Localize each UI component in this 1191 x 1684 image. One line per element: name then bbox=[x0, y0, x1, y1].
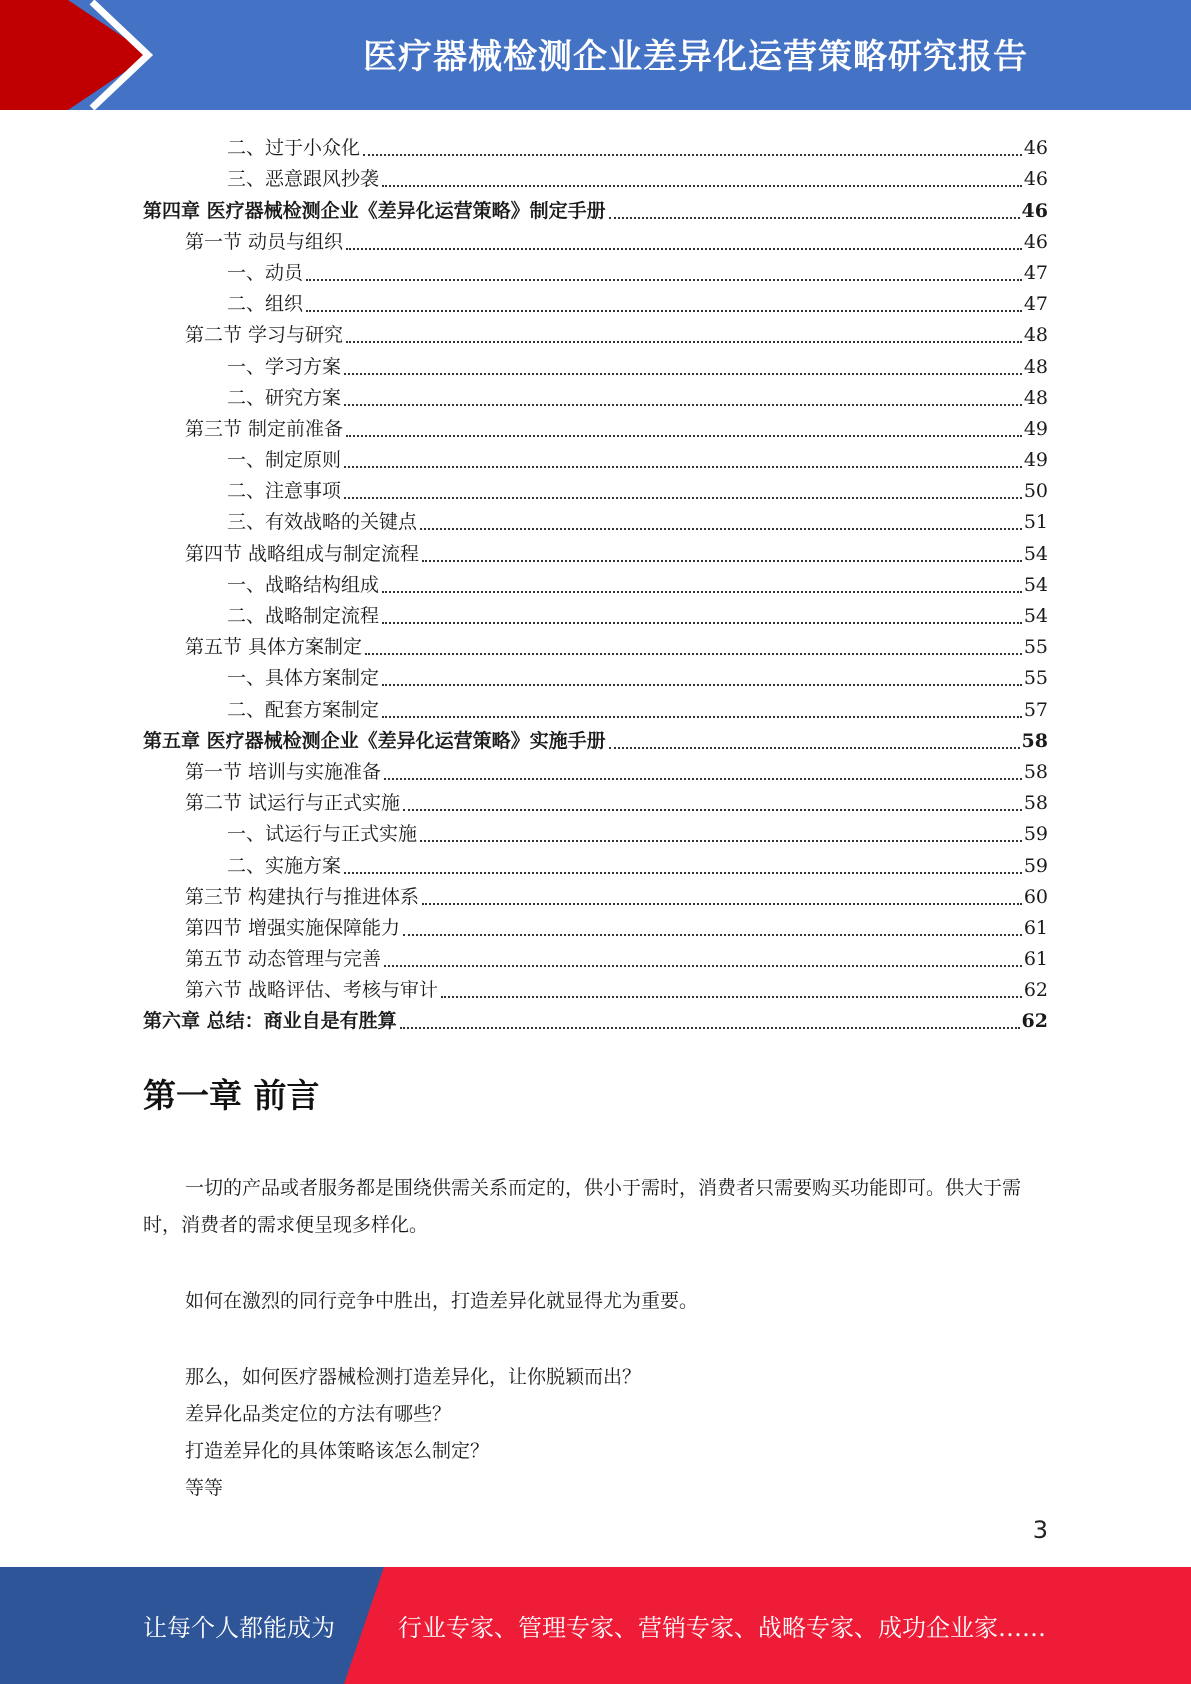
toc-subsection-entry[interactable] bbox=[143, 441, 1048, 472]
toc-entry-title: 二、注意事项 bbox=[227, 480, 342, 503]
toc-entry-title: 第四节 增强实施保障能力 bbox=[185, 916, 401, 939]
toc-entry-page: 54 bbox=[1023, 605, 1048, 627]
toc-chapter-entry[interactable] bbox=[143, 1002, 1048, 1033]
toc-subsection-entry[interactable] bbox=[143, 472, 1048, 503]
toc-leader-dots bbox=[384, 965, 1022, 967]
toc-entry-title: 第四节 战略组成与制定流程 bbox=[185, 542, 420, 565]
list-item: 等等 bbox=[185, 1477, 224, 1499]
toc-leader-dots bbox=[382, 716, 1022, 718]
toc-entry-title: 二、实施方案 bbox=[227, 854, 342, 877]
toc-entry-page: 58 bbox=[1023, 792, 1048, 815]
toc-entry-page: 54 bbox=[1023, 542, 1048, 565]
toc-leader-dots bbox=[382, 622, 1022, 624]
toc-leader-dots bbox=[422, 560, 1022, 562]
toc-leader-dots bbox=[365, 653, 1022, 655]
list-item: 差异化品类定位的方法有哪些？ bbox=[185, 1403, 452, 1425]
list-item: 那么，如何医疗器械检测打造差异化，让你脱颖而出？ bbox=[185, 1366, 642, 1388]
paragraph-text: 一切的产品或者服务都是围绕供需关系而定的，供小于需时，消费者只需要购买功能即可。供大于需时，消费者的需求便呈现多样化。 bbox=[143, 1177, 1022, 1236]
toc-leader-dots bbox=[382, 591, 1022, 593]
footer-slogan-left: 让每个人都能成为 bbox=[143, 1614, 335, 1642]
toc-section-entry[interactable] bbox=[143, 940, 1048, 971]
toc-entry-title: 一、制定原则 bbox=[227, 449, 342, 472]
toc-entry-page: 48 bbox=[1023, 386, 1048, 409]
toc-entry-title: 一、动员 bbox=[227, 261, 304, 284]
toc-entry-page: 46 bbox=[1021, 199, 1048, 222]
toc-subsection-entry[interactable] bbox=[143, 846, 1048, 877]
toc-subsection-entry[interactable] bbox=[143, 129, 1048, 160]
toc-section-entry[interactable] bbox=[143, 534, 1048, 565]
toc-leader-dots bbox=[441, 996, 1022, 998]
toc-entry-title: 一、学习方案 bbox=[227, 355, 342, 378]
toc-entry-title: 二、研究方案 bbox=[227, 386, 342, 409]
table-of-contents bbox=[143, 129, 1048, 1033]
toc-entry-title: 第六章 总结：商业自是有胜算 bbox=[143, 1010, 397, 1033]
toc-subsection-entry[interactable] bbox=[143, 659, 1048, 690]
list-item: 打造差异化的具体策略该怎么制定？ bbox=[185, 1440, 490, 1462]
toc-entry-page: 50 bbox=[1023, 480, 1048, 503]
toc-section-entry[interactable] bbox=[143, 784, 1048, 815]
toc-entry-title: 一、战略结构组成 bbox=[227, 573, 380, 596]
toc-section-entry[interactable] bbox=[143, 753, 1048, 784]
toc-entry-title: 二、战略制定流程 bbox=[227, 605, 380, 627]
toc-section-entry[interactable] bbox=[143, 971, 1048, 1002]
toc-entry-title: 第五节 动态管理与完善 bbox=[185, 948, 382, 971]
toc-section-entry[interactable] bbox=[143, 223, 1048, 254]
toc-leader-dots bbox=[400, 1027, 1020, 1029]
toc-entry-page: 49 bbox=[1023, 449, 1048, 472]
toc-subsection-entry[interactable] bbox=[143, 690, 1048, 721]
toc-leader-dots bbox=[403, 809, 1022, 811]
toc-entry-title: 二、配套方案制定 bbox=[227, 698, 380, 721]
intro-paragraph-2 bbox=[143, 1283, 1048, 1320]
toc-entry-page: 60 bbox=[1023, 885, 1048, 908]
toc-leader-dots bbox=[344, 466, 1022, 468]
toc-entry-page: 48 bbox=[1023, 355, 1048, 378]
toc-chapter-entry[interactable] bbox=[143, 191, 1048, 222]
toc-entry-page: 62 bbox=[1023, 979, 1048, 1002]
toc-entry-page: 59 bbox=[1023, 854, 1048, 877]
page-number: 3 bbox=[1032, 1516, 1048, 1544]
toc-entry-page: 47 bbox=[1023, 293, 1048, 316]
toc-entry-page: 47 bbox=[1023, 261, 1048, 284]
toc-entry-title: 第一节 培训与实施准备 bbox=[185, 760, 382, 783]
paragraph-text: 如何在激烈的同行竞争中胜出，打造差异化就显得尤为重要。 bbox=[185, 1290, 699, 1312]
toc-leader-dots bbox=[344, 872, 1022, 874]
toc-entry-page: 54 bbox=[1023, 573, 1048, 596]
toc-entry-title: 第五章 医疗器械检测企业《差异化运营策略》实施手册 bbox=[143, 729, 606, 752]
toc-entry-title: 第六节 战略评估、考核与审计 bbox=[185, 979, 439, 1002]
toc-leader-dots bbox=[344, 404, 1022, 406]
toc-chapter-entry[interactable] bbox=[143, 722, 1048, 753]
toc-leader-dots bbox=[306, 279, 1022, 281]
toc-leader-dots bbox=[420, 528, 1022, 530]
toc-entry-page: 57 bbox=[1023, 698, 1048, 721]
toc-subsection-entry[interactable] bbox=[143, 285, 1048, 316]
footer-slogan-right: 行业专家、管理专家、营销专家、战略专家、成功企业家…… bbox=[398, 1614, 1046, 1642]
toc-leader-dots bbox=[609, 217, 1020, 219]
toc-entry-title: 第一节 动员与组织 bbox=[185, 230, 344, 253]
toc-entry-page: 59 bbox=[1023, 823, 1048, 846]
toc-leader-dots bbox=[403, 934, 1022, 936]
toc-leader-dots bbox=[344, 373, 1022, 375]
toc-entry-title: 第五节 具体方案制定 bbox=[185, 636, 363, 659]
toc-entry-page: 62 bbox=[1021, 1010, 1048, 1033]
toc-entry-page: 49 bbox=[1023, 417, 1048, 440]
toc-entry-page: 46 bbox=[1023, 230, 1048, 253]
toc-leader-dots bbox=[346, 435, 1022, 437]
chapter-heading: 第一章 前言 bbox=[143, 1076, 320, 1115]
toc-leader-dots bbox=[382, 684, 1022, 686]
toc-entry-title: 第二节 学习与研究 bbox=[185, 324, 344, 347]
toc-leader-dots bbox=[609, 747, 1020, 749]
toc-leader-dots bbox=[382, 185, 1022, 187]
toc-leader-dots bbox=[384, 778, 1022, 780]
toc-subsection-entry[interactable] bbox=[143, 597, 1048, 628]
toc-entry-title: 三、恶意跟风抄袭 bbox=[227, 168, 380, 191]
toc-entry-page: 61 bbox=[1023, 916, 1048, 939]
toc-entry-page: 55 bbox=[1023, 667, 1048, 690]
toc-entry-title: 一、具体方案制定 bbox=[227, 667, 380, 690]
toc-leader-dots bbox=[422, 903, 1022, 905]
toc-section-entry[interactable] bbox=[143, 878, 1048, 909]
page-footer bbox=[0, 1567, 1191, 1684]
toc-section-entry[interactable] bbox=[143, 628, 1048, 659]
toc-entry-page: 61 bbox=[1023, 948, 1048, 971]
toc-section-entry[interactable] bbox=[143, 410, 1048, 441]
toc-entry-page: 58 bbox=[1023, 760, 1048, 783]
toc-leader-dots bbox=[420, 840, 1022, 842]
toc-leader-dots bbox=[306, 310, 1022, 312]
toc-entry-title: 三、有效战略的关键点 bbox=[227, 511, 418, 534]
toc-entry-page: 51 bbox=[1023, 511, 1048, 534]
toc-subsection-entry[interactable] bbox=[143, 379, 1048, 410]
toc-leader-dots bbox=[346, 341, 1022, 343]
toc-entry-title: 二、组织 bbox=[227, 293, 304, 316]
toc-section-entry[interactable] bbox=[143, 909, 1048, 940]
page-header bbox=[0, 0, 1191, 110]
toc-entry-page: 58 bbox=[1021, 729, 1048, 752]
toc-subsection-entry[interactable] bbox=[143, 347, 1048, 378]
toc-leader-dots bbox=[363, 154, 1022, 156]
toc-subsection-entry[interactable] bbox=[143, 566, 1048, 597]
toc-entry-page: 46 bbox=[1023, 168, 1048, 191]
toc-entry-title: 第三节 制定前准备 bbox=[185, 417, 344, 440]
toc-subsection-entry[interactable] bbox=[143, 160, 1048, 191]
toc-entry-title: 第二节 试运行与正式实施 bbox=[185, 792, 401, 815]
toc-entry-page: 55 bbox=[1023, 636, 1048, 659]
toc-entry-page: 46 bbox=[1023, 137, 1048, 160]
toc-entry-title: 第三节 构建执行与推进体系 bbox=[185, 885, 420, 908]
toc-section-entry[interactable] bbox=[143, 316, 1048, 347]
toc-subsection-entry[interactable] bbox=[143, 503, 1048, 534]
toc-entry-page: 48 bbox=[1023, 324, 1048, 347]
toc-leader-dots bbox=[346, 248, 1022, 250]
intro-question-list bbox=[143, 1359, 1048, 1507]
intro-paragraph-1 bbox=[143, 1170, 1048, 1244]
toc-subsection-entry[interactable] bbox=[143, 254, 1048, 285]
toc-subsection-entry[interactable] bbox=[143, 815, 1048, 846]
toc-entry-title: 第四章 医疗器械检测企业《差异化运营策略》制定手册 bbox=[143, 199, 606, 222]
report-title: 医疗器械检测企业差异化运营策略研究报告 bbox=[363, 36, 1028, 77]
toc-entry-title: 二、过于小众化 bbox=[227, 137, 361, 160]
toc-entry-title: 一、试运行与正式实施 bbox=[227, 823, 418, 846]
toc-leader-dots bbox=[344, 497, 1022, 499]
